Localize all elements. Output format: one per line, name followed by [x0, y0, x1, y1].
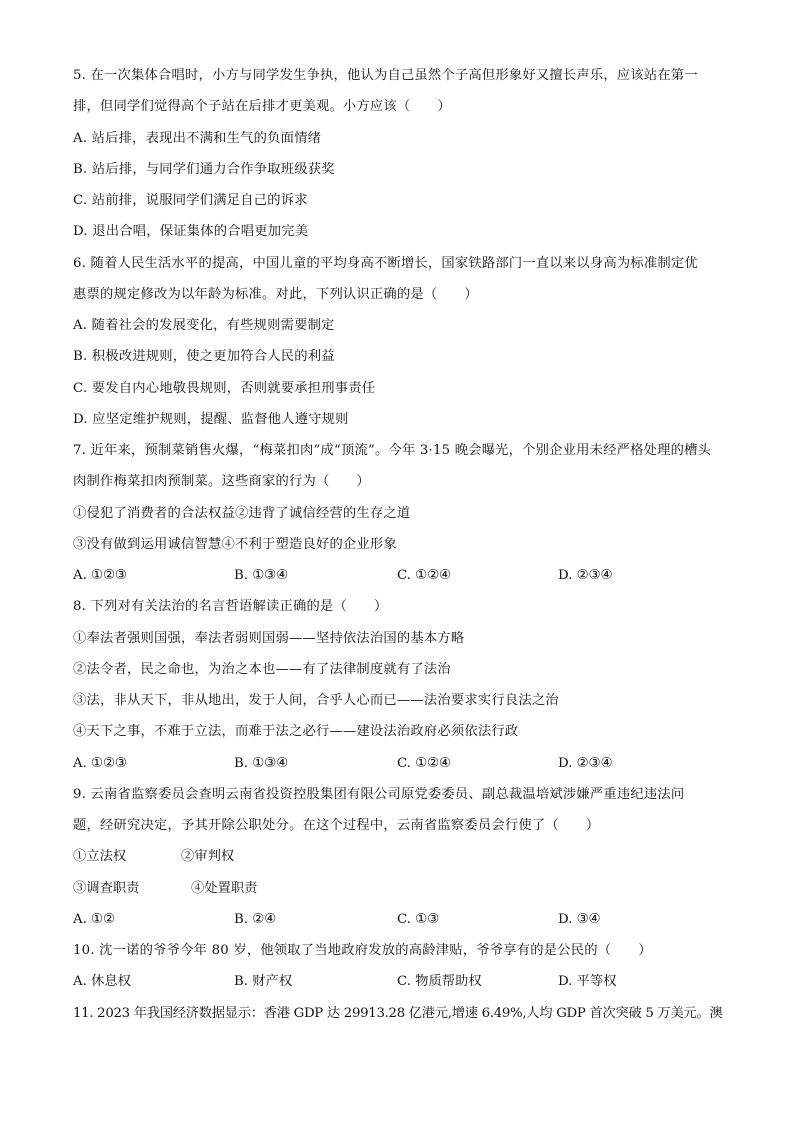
q5-stem-line2: 排，但同学们觉得高个子站在后排才更美观。小方应该（ ） [73, 99, 451, 114]
q8-option-c: C. ①②④ [397, 756, 451, 771]
q9-item-4: ④处置职责 [191, 881, 258, 896]
q7-option-c: C. ①②④ [397, 568, 451, 583]
q5-option-b: B. 站后排，与同学们通力合作争取班级获奖 [73, 162, 335, 177]
q9-option-c: C. ①③ [397, 912, 439, 927]
q6-option-d: D. 应坚定维护规则，提醒、监督他人遵守规则 [73, 412, 349, 427]
q9-item-1: ①立法权 [73, 849, 127, 864]
q5-option-c: C. 站前排，说服同学们满足自己的诉求 [73, 193, 308, 208]
q9-item-2: ②审判权 [181, 849, 235, 864]
q9-option-d: D. ③④ [558, 912, 601, 927]
q9-item-3: ③调查职责 [73, 881, 140, 896]
q8-item-1: ①奉法者强则国强，奉法者弱则国弱——坚持依法治国的基本方略 [73, 631, 465, 646]
q6-option-b: B. 积极改进规则，使之更加符合人民的利益 [73, 349, 335, 364]
q9-option-b: B. ②④ [234, 912, 277, 927]
q6-option-a: A. 随着社会的发展变化，有些规则需要制定 [73, 318, 335, 333]
q8-stem-line1: 8. 下列对有关法治的名言哲语解读正确的是（ ） [73, 599, 388, 614]
q7-option-d: D. ②③④ [558, 568, 613, 583]
q7-option-a: A. ①②③ [73, 568, 127, 583]
q7-stem-line2: 肉制作梅菜扣肉预制菜。这些商家的行为（ ） [73, 474, 370, 489]
q7-items-line1: ①侵犯了消费者的合法权益②违背了诚信经营的生存之道 [73, 506, 411, 521]
q6-stem-line2: 惠票的规定修改为以年龄为标准。对此，下列认识正确的是（ ） [73, 287, 478, 302]
q10-option-d: D. 平等权 [558, 974, 617, 989]
q8-option-a: A. ①②③ [73, 756, 127, 771]
q10-option-a: A. 休息权 [73, 974, 131, 989]
q10-option-c: C. 物质帮助权 [397, 974, 482, 989]
q7-items-line2: ③没有做到运用诚信智慧④不利于塑造良好的企业形象 [73, 537, 397, 552]
q10-option-b: B. 财产权 [234, 974, 293, 989]
q8-item-4: ④天下之事，不难于立法，而难于法之必行——建设法治政府必须依法行政 [73, 724, 519, 739]
q8-item-3: ③法，非从天下，非从地出，发于人间，合乎人心而已——法治要求实行良法之治 [73, 693, 559, 708]
q10-stem-line1: 10. 沈一诺的爷爷今年 80 岁，他领取了当地政府发放的高龄津贴，爷爷享有的是公民的（ ） [73, 943, 652, 958]
q7-stem-line1: 7. 近年来，预制菜销售火爆，“梅菜扣肉”成“顶流”。今年 3·15 晚会曝光，个别企业用未经严格处理的槽头 [73, 443, 712, 458]
q8-option-d: D. ②③④ [558, 756, 613, 771]
q5-option-d: D. 退出合唱，保证集体的合唱更加完美 [73, 224, 309, 239]
q9-option-a: A. ①② [73, 912, 115, 927]
q8-item-2: ②法令者，民之命也，为治之本也——有了法律制度就有了法治 [73, 662, 451, 677]
q8-option-b: B. ①③④ [234, 756, 288, 771]
q7-option-b: B. ①③④ [234, 568, 288, 583]
q5-option-a: A. 站后排，表现出不满和生气的负面情绪 [73, 131, 322, 146]
q5-stem-line1: 5. 在一次集体合唱时，小方与同学发生争执，他认为自己虽然个子高但形象好又擅长声乐，应该站在第一 [73, 68, 698, 83]
q6-stem-line1: 6. 随着人民生活水平的提高，中国儿童的平均身高不断增长，国家铁路部门一直以来以身高为标准制定优 [73, 256, 698, 271]
q9-stem-line2: 题，经研究决定，予其开除公职处分。在这个过程中，云南省监察委员会行使了（ ） [73, 818, 600, 833]
q6-option-c: C. 要发自内心地敬畏规则，否则就要承担刑事责任 [73, 381, 376, 396]
q9-stem-line1: 9. 云南省监察委员会查明云南省投资控股集团有限公司原党委委员、副总裁温培斌涉嫌严重违纪违法问 [73, 787, 685, 802]
q11-stem-line1: 11. 2023 年我国经济数据显示：香港 GDP 达 29913.28 亿港元,增速 6.49%,人均 GDP 首次突破 5 万美元。澳 [73, 1006, 723, 1021]
